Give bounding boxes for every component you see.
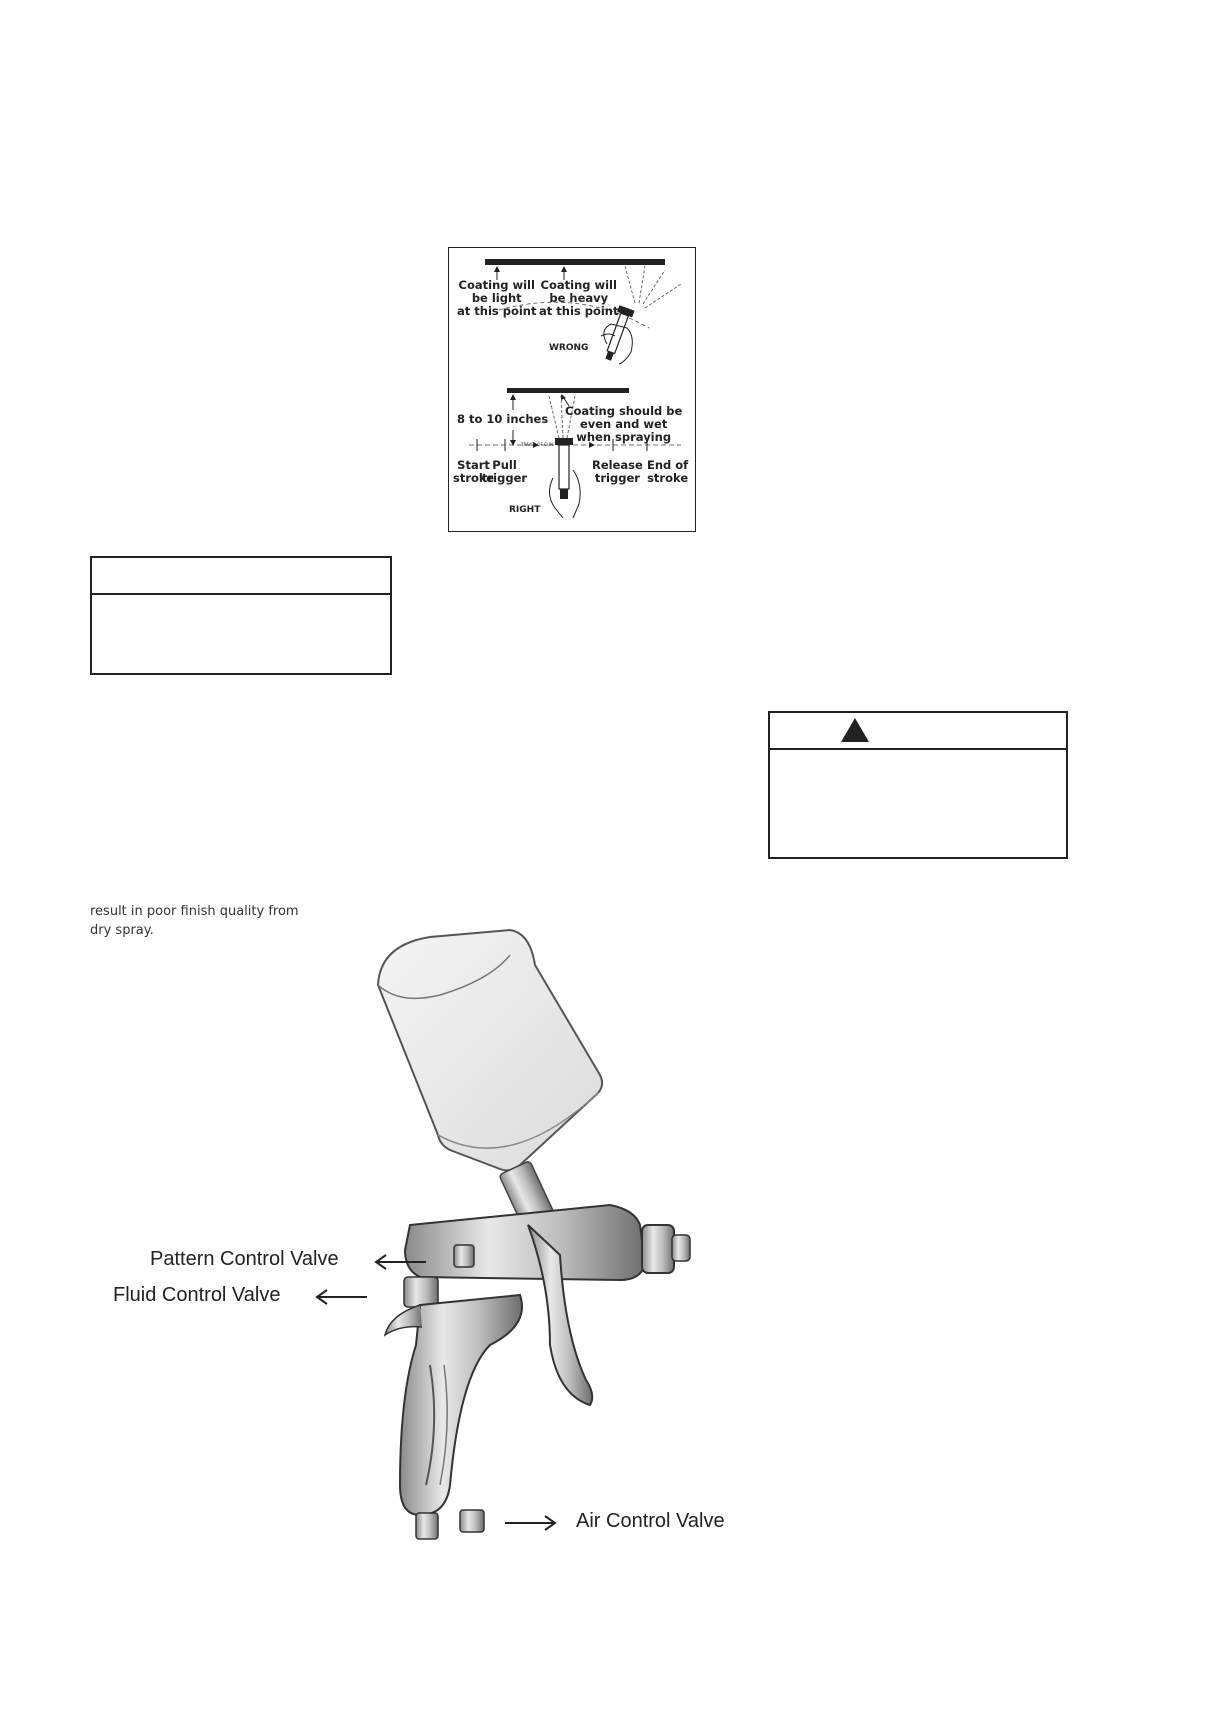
arrow-right-icon [503,1513,559,1533]
notice-box [90,556,392,675]
label-coating-even: Coating should be even and wet when spraying [565,404,683,444]
label-pull-trigger: Pull trigger [482,458,528,485]
arrow-left-icon [313,1287,369,1307]
callout-fluid-control-valve: Fluid Control Valve [113,1284,281,1306]
label-start-stroke: Start stroke [453,458,495,485]
spray-technique-diagram [448,247,696,532]
callout-air-control-valve: Air Control Valve [576,1510,725,1532]
callout-pattern-control-valve: Pattern Control Valve [150,1248,339,1270]
label-coating-light: Coating will be light at this point [457,278,537,318]
label-distance: 8 to 10 inches [457,412,549,426]
wrong-surface-bar [485,259,665,265]
label-coating-heavy: Coating will be heavy at this point [539,278,619,318]
label-right: RIGHT [509,505,541,515]
label-wrong: WRONG [549,343,589,353]
right-surface-bar [507,388,629,393]
warning-box-header [770,713,1066,750]
warning-triangle-icon [840,717,870,743]
notice-box-header [92,558,390,595]
spray-gun-illustration [360,925,730,1550]
label-travel: TRAVEL OF GUN [521,442,554,447]
warning-box [768,711,1068,859]
arrow-left-icon [372,1252,428,1272]
body-text [90,902,299,940]
label-release-trigger: Release trigger [592,458,643,485]
body-line-2: dry spray. [90,923,154,938]
body-line-1: result in poor finish quality from [90,904,299,919]
label-end-stroke: End of stroke [647,458,689,485]
